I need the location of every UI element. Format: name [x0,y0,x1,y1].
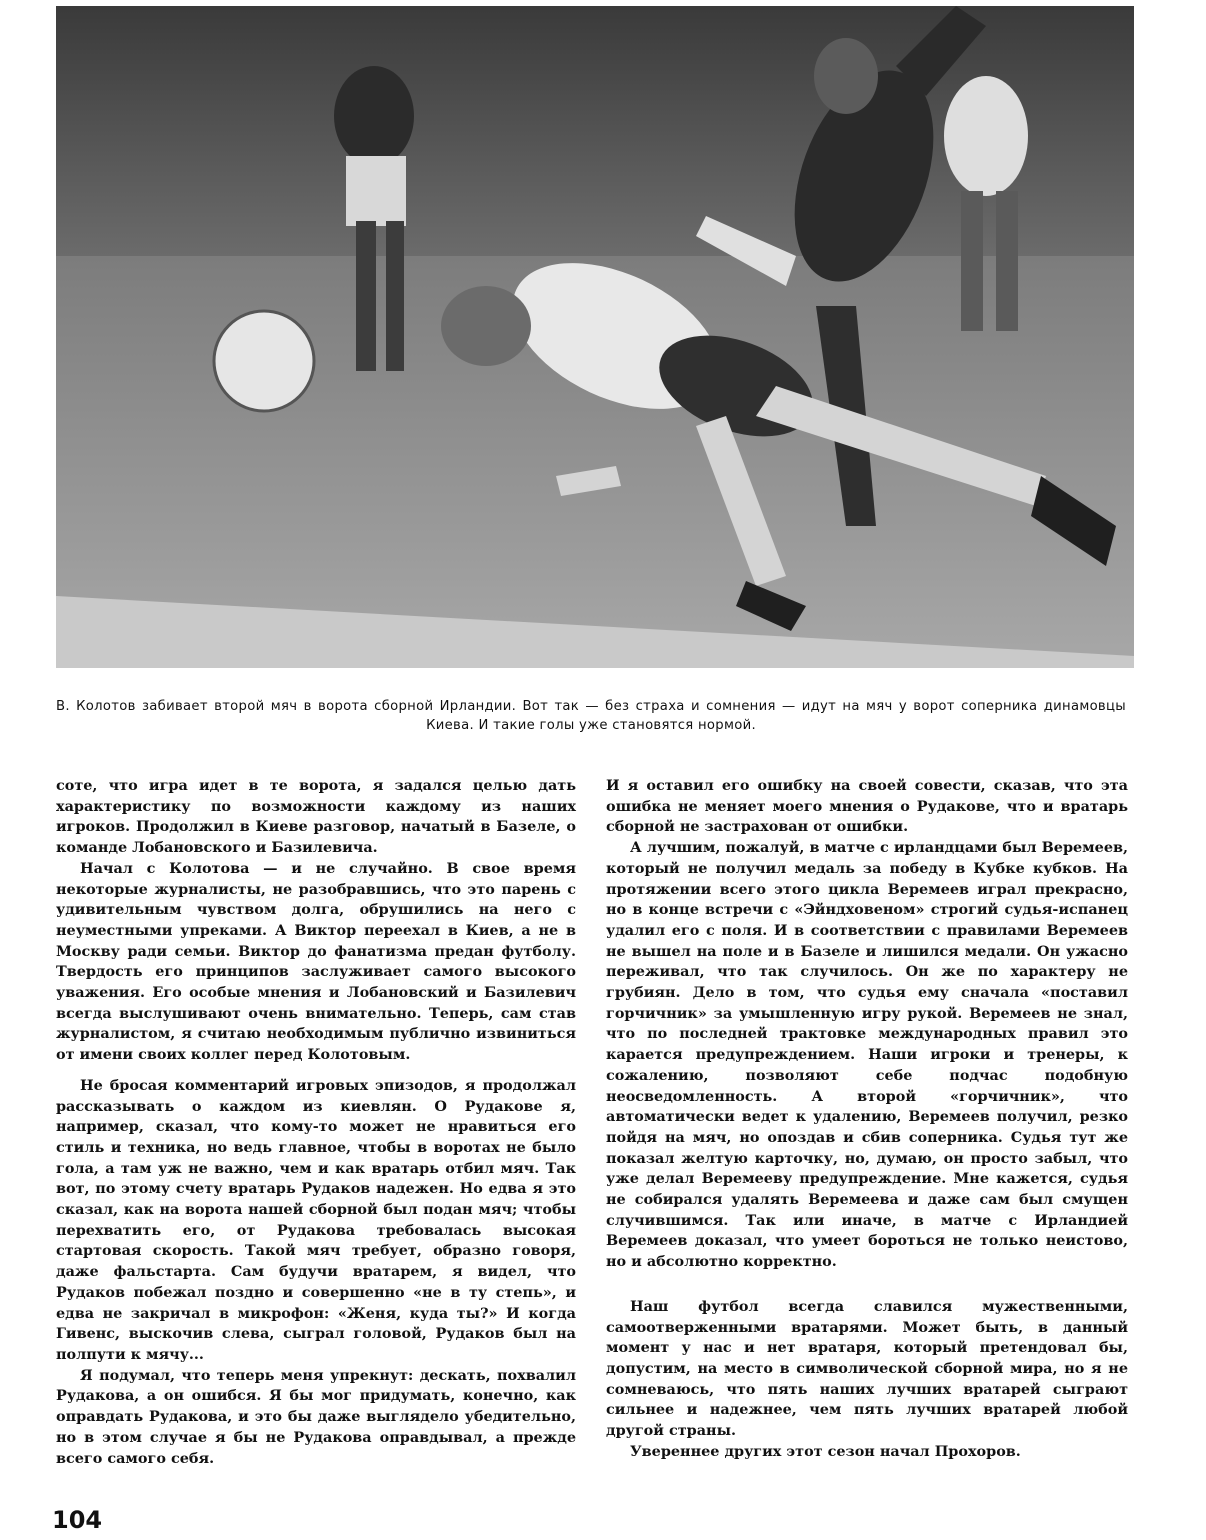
paragraph: Начал с Колотова — и не случайно. В свое время некоторые журналисты, не разобравшись, что это парень с удивительным чувством долга, обрушились на него с неуместными упреками. А Виктор переехал в Киев, а не в Москву ради семьи. Виктор до фанатизма предан футболу. Твердость его принципов заслуживает самого высокого уважения. Его особые мнения и Лобановский и Базилевич всегда выслушивают очень внимательно. Теперь, сам став журналистом, я считаю необходимым публично извиниться от имени своих коллег перед Колотовым. [56,859,576,1064]
paragraph: Наш футбол всегда славился мужественными, самоотверженными вратарями. Может быть, в данный момент у нас и нет вратаря, который претендовал бы, допустим, на место в символической сборной мира, но я не сомневаюсь, что пять наших лучших вратарей сыграют сильнее и надежнее, чем пять лучших вратарей любой другой страны. [606,1297,1128,1440]
paragraph: Увереннее других этот сезон начал Прохоров. [630,1442,1021,1460]
paragraph: соте, что игра идет в те ворота, я задался целью дать характеристику по возможности каждому из наших игроков. Продолжил в Киеве разговор, начатый в Базеле, о команде Лобановского и Базилевича. [56,777,576,857]
photo-caption: В. Колотов забивает второй мяч в ворота сборной Ирландии. Вот так — без страха и сомнения — идут на мяч у ворот соперника динамовцы Киева. И такие голы уже становятся нормой. [56,699,1126,733]
match-photo [56,6,1134,668]
paragraph: Я подумал, что теперь меня упрекнут: дескать, похвалил Рудакова, а он ошибся. Я бы мог придумать, конечно, как оправдать Рудакова, и это бы даже выглядело убедительно, но в этом случае я бы не Рудакова оправдывал, а прежде всего самого себя. [56,1366,576,1467]
article-column-left [56,776,576,1469]
page-number: 104 [52,1506,103,1534]
article-column-right [606,776,1128,1463]
paragraph: А лучшим, пожалуй, в матче с ирландцами был Веремеев, который не получил медаль за победу в Кубке кубков. На протяжении всего этого цикла Веремеев играл прекрасно, но в конце встречи с «Эйндховеном» строгий судья-испанец удалил его с поля. И в соответствии с правилами Веремеев не вышел на поле и в Базеле и лишился медали. Он ужасно переживал, что так случилось. Он же по характеру не грубиян. Дело в том, что судья ему сначала «поставил горчичник» за умышленную игру рукой. Веремеев не знал, что по последней трактовке международных правил это карается предупреждением. Наши игроки и тренеры, к сожалению, позволяют себе подчас подобную неосведомленность. А второй «горчичник», что автоматически ведет к удалению, Веремеев получил, резко пойдя на мяч, но опоздав и сбив соперника. Судья тут же показал желтую карточку, но, думаю, он просто забыл, что уже делал Веремееву предупреждение. Мне кажется, судья не собирался удалять Веремеева и даже сам был смущен случившимся. Так или иначе, в матче с Ирландией Веремеев доказал, что умеет бороться не только неистово, но и абсолютно корректно. [606,839,1128,1271]
paragraph: Не бросая комментарий игровых эпизодов, я продолжал рассказывать о каждом из киевлян. О Рудакове я, например, сказал, что кому-то может не нравиться его стиль и техника, но ведь главное, чтобы в воротах не было гола, а там уж не важно, чем и как вратарь отбил мяч. Так вот, по этому счету вратарь Рудаков надежен. Но едва я это сказал, как на ворота нашей сборной был подан мяч; чтобы перехватить его, от Рудакова требовалась высокая стартовая скорость. Такой мяч требует, образно говоря, даже фальстарта. Сам будучи вратарем, я видел, что Рудаков побежал поздно и совершенно «не в ту степь», и едва не закричал в микрофон: «Женя, куда ты?» И когда Гивенс, выскочив слева, сыграл головой, Рудаков был на полпути к мячу... [56,1076,576,1363]
paragraph: И я оставил его ошибку на своей совести, сказав, что эта ошибка не меняет моего мнения о Рудакове, что и вратарь сборной не застрахован от ошибки. [606,777,1128,836]
match-photo-illustration [56,6,1134,668]
